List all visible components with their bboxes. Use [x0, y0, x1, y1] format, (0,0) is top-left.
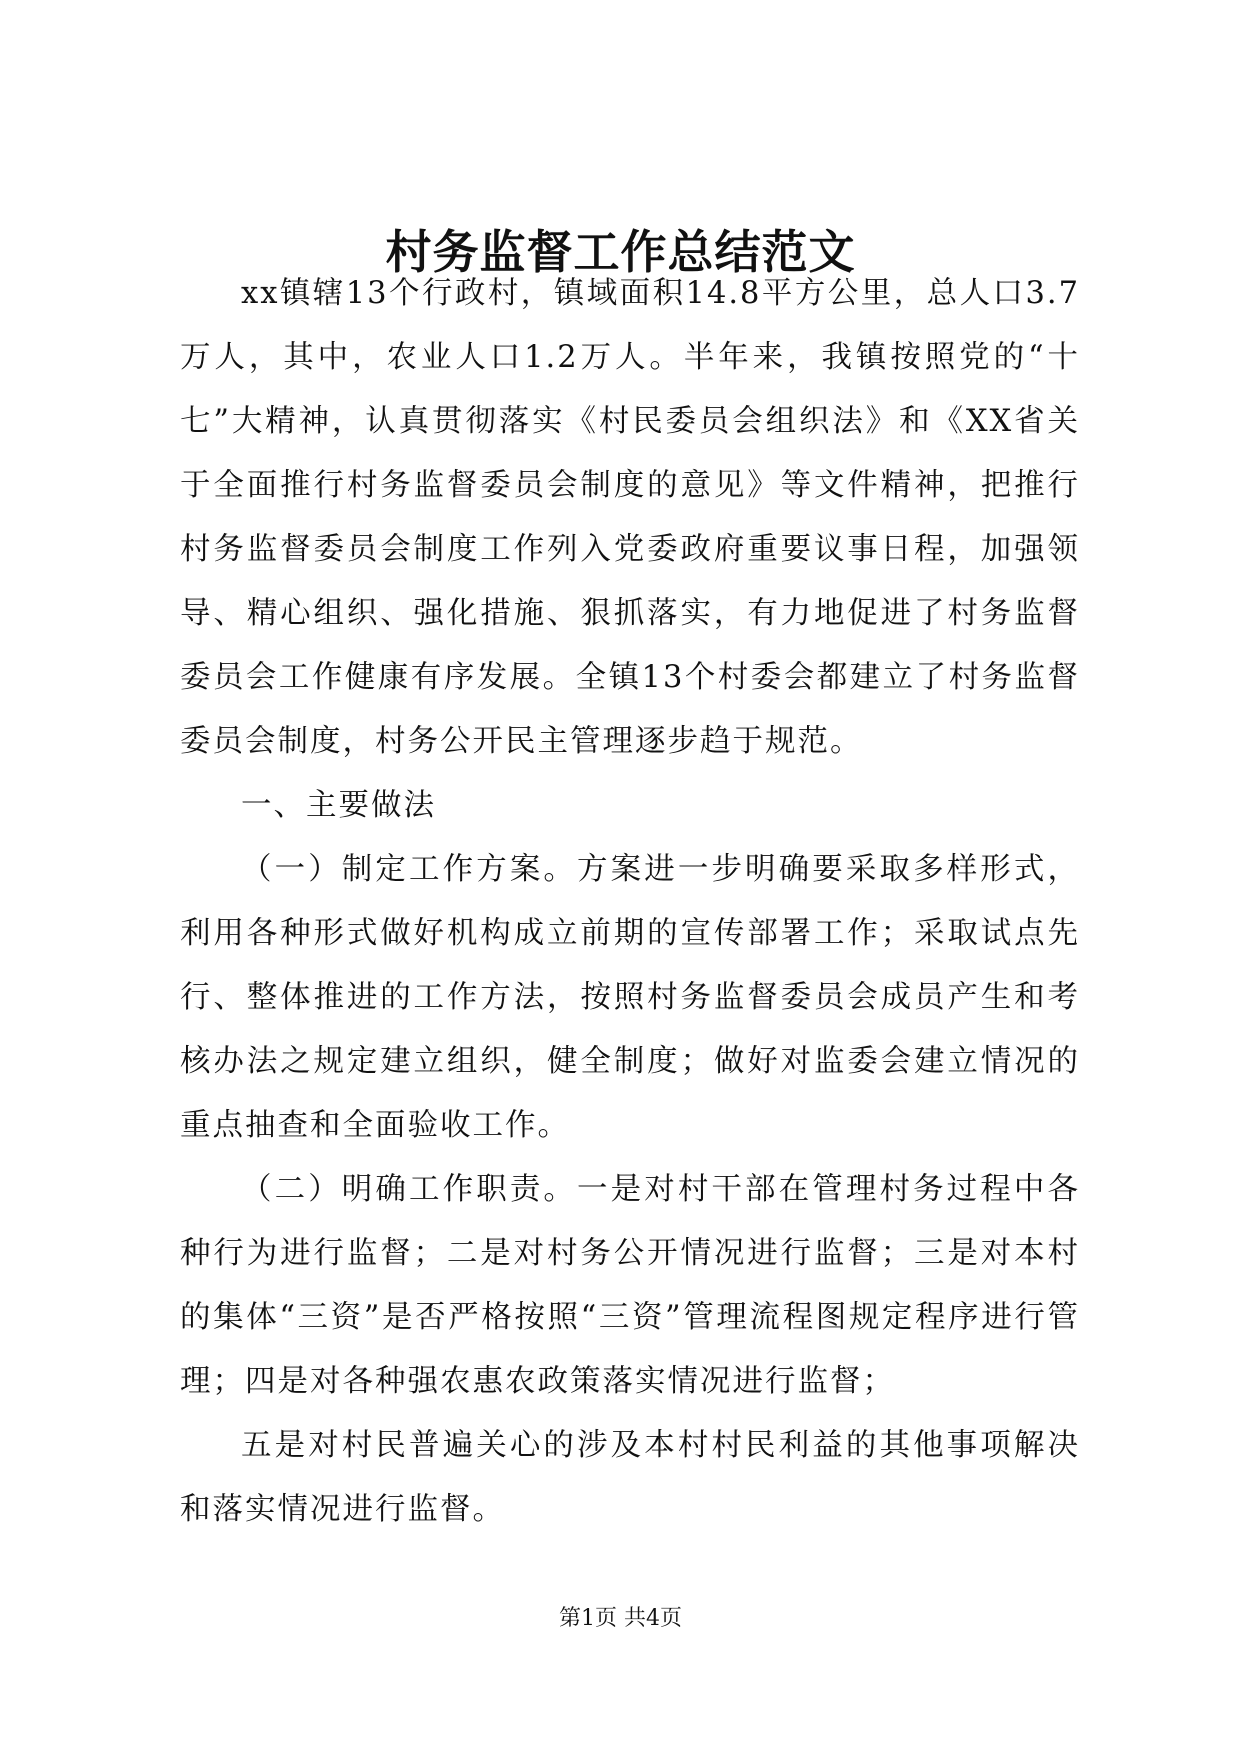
- document-title: 村务监督工作总结范文: [385, 225, 856, 279]
- paragraph-work-duties: （二）明确工作职责。一是对村干部在管理村务过程中各种行为进行监督；二是对村务公开情况进行监督；三是对本村的集体“三资”是否严格按照“三资”管理流程图规定程序进行管理；四是对各种强农惠农政策落实情况进行监督；: [180, 1172, 1080, 1399]
- document-body: [180, 262, 1080, 1542]
- paragraph-work-plan: （一）制定工作方案。方案进一步明确要采取多样形式，利用各种形式做好机构成立前期的宣传部署工作；采取试点先行、整体推进的工作方法，按照村务监督委员会成员产生和考核办法之规定建立组织，健全制度；做好对监委会建立情况的重点抽查和全面验收工作。: [180, 852, 1080, 1143]
- page-number-footer: 第1页 共4页: [559, 1606, 682, 1631]
- section-heading: 一、主要做法: [241, 788, 436, 823]
- paragraph-intro: xx镇辖13个行政村，镇域面积14.8平方公里，总人口3.7万人，其中，农业人口1.2万人。半年来，我镇按照党的“十七”大精神，认真贯彻落实《村民委员会组织法》和《XX省关于全面推行村务监督委员会制度的意见》等文件精神，把推行村务监督委员会制度工作列入党委政府重要议事日程，加强领导、精心组织、强化措施、狠抓落实，有力地促进了村务监督委员会工作健康有序发展。全镇13个村委会都建立了村务监督委员会制度，村务公开民主管理逐步趋于规范。: [180, 276, 1080, 759]
- paragraph-supervision: 五是对村民普遍关心的涉及本村村民利益的其他事项解决和落实情况进行监督。: [180, 1428, 1080, 1527]
